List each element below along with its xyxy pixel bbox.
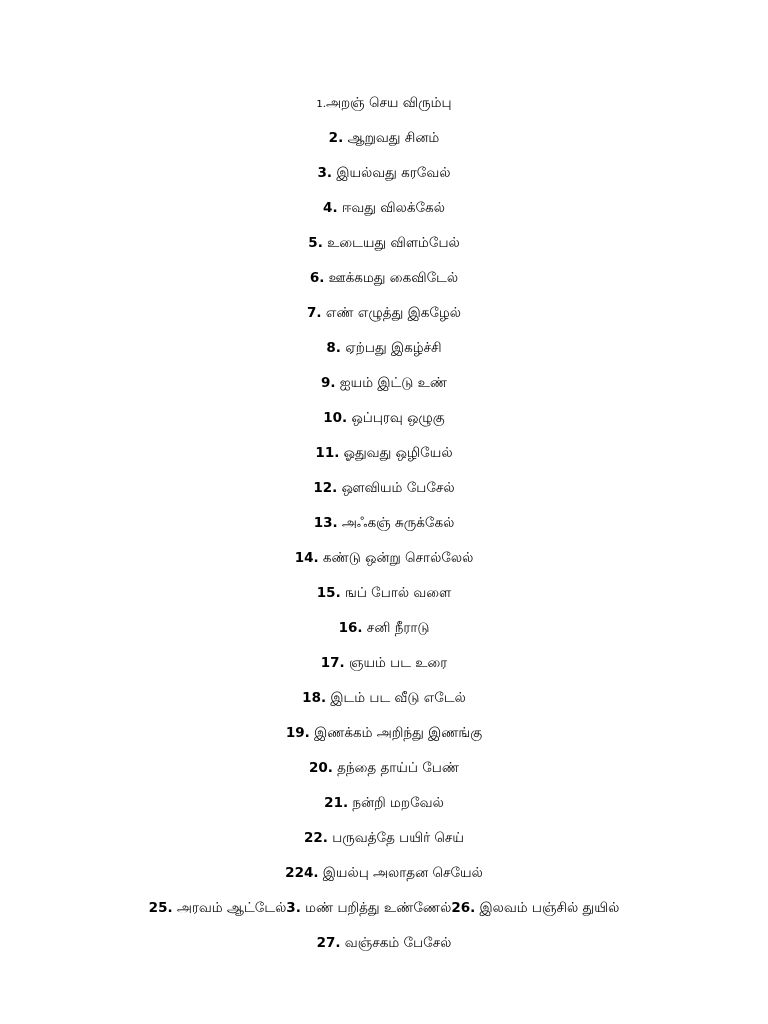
proverb-line — [0, 821, 768, 856]
proverb-line — [0, 681, 768, 716]
proverb-line — [0, 366, 768, 401]
proverb-line — [0, 786, 768, 821]
proverb-number: 17. — [320, 655, 345, 671]
proverb-number: 26. — [451, 900, 476, 916]
proverb-line — [0, 891, 768, 926]
proverb-number: 5. — [308, 235, 323, 251]
proverb-line — [0, 576, 768, 611]
proverb-text: ஔவியம் பேசேல் — [337, 480, 455, 496]
proverb-text: ஆறுவது சினம் — [343, 130, 440, 146]
proverb-text: அஃகஞ் சுருக்கேல் — [337, 515, 455, 531]
proverb-line — [0, 296, 768, 331]
proverb-text: தந்தை தாய்ப் பேண் — [332, 760, 460, 776]
proverb-number: 4. — [323, 200, 338, 216]
proverb-line — [0, 401, 768, 436]
proverb-number: 12. — [313, 480, 338, 496]
proverb-line — [0, 471, 768, 506]
proverb-number: 3. — [317, 165, 333, 181]
proverb-line — [0, 716, 768, 751]
proverb-number: 8. — [326, 340, 341, 356]
proverb-line — [0, 121, 768, 156]
proverb-text: ஙப் போல் வளை — [340, 585, 452, 601]
proverb-number: 1. — [316, 99, 326, 110]
proverb-text: சனி நீராடு — [362, 620, 430, 636]
proverb-text: நன்றி மறவேல் — [348, 795, 444, 811]
proverb-line — [0, 86, 768, 121]
proverb-line — [0, 926, 768, 961]
proverb-line — [0, 646, 768, 681]
proverb-text: அறஞ் செய விரும்பு — [325, 95, 452, 111]
proverb-text: ஊக்கமது கைவிடேல் — [324, 270, 459, 286]
proverb-text: இலவம் பஞ்சில் துயில் — [475, 900, 620, 916]
proverb-text: பருவத்தே பயிர் செய் — [327, 830, 464, 846]
proverb-number: 27. — [316, 935, 341, 951]
proverb-text: மண் பறித்து உண்ணேல் — [300, 900, 452, 916]
proverb-number: 9. — [320, 375, 336, 391]
proverb-number: 16. — [338, 620, 363, 636]
proverb-number: 11. — [315, 445, 340, 461]
proverb-line — [0, 156, 768, 191]
proverb-number: 6. — [309, 270, 325, 286]
proverb-line — [0, 541, 768, 576]
proverb-number: 15. — [316, 585, 341, 601]
proverb-line — [0, 856, 768, 891]
proverb-text: ஓதுவது ஒழியேல் — [339, 445, 453, 461]
proverb-text: எண் எழுத்து இகழேல் — [321, 305, 461, 321]
proverb-number: 13. — [313, 515, 338, 531]
proverb-text: இயல்பு அலாதன செயேல் — [318, 865, 483, 881]
proverb-line — [0, 436, 768, 471]
proverb-line — [0, 226, 768, 261]
proverb-text: ஐயம் இட்டு உண் — [335, 375, 448, 391]
proverb-number: 19. — [285, 725, 310, 741]
proverb-number: 22. — [304, 830, 328, 846]
proverb-line — [0, 611, 768, 646]
proverb-number: 7. — [307, 305, 322, 321]
proverb-text: உடையது விளம்பேல் — [322, 235, 460, 251]
proverb-line — [0, 191, 768, 226]
proverb-text: ஈவது விலக்கேல் — [337, 200, 445, 216]
proverb-number: 10. — [323, 410, 348, 426]
proverb-text: இயல்வது கரவேல் — [332, 165, 451, 181]
proverb-text: வஞ்சகம் பேசேல் — [340, 935, 452, 951]
proverb-line — [0, 261, 768, 296]
proverb-number: 20. — [308, 760, 333, 776]
proverb-text: அரவம் ஆட்டேல் — [172, 900, 287, 916]
proverb-text: இணக்கம் அறிந்து இணங்கு — [309, 725, 483, 741]
proverb-number: 3. — [286, 900, 301, 916]
proverb-number: 14. — [294, 550, 319, 566]
proverb-number: 18. — [302, 690, 327, 706]
proverb-line — [0, 751, 768, 786]
proverb-number: 2. — [328, 130, 344, 146]
proverb-number: 25. — [148, 900, 173, 916]
proverb-line — [0, 506, 768, 541]
proverb-number: 224. — [285, 865, 319, 881]
proverb-text: ஏற்பது இகழ்ச்சி — [340, 340, 442, 356]
proverb-line — [0, 331, 768, 366]
proverb-number: 21. — [324, 795, 349, 811]
proverb-text: ஞயம் பட உரை — [344, 655, 448, 671]
proverb-text: ஒப்புரவு ஒழுகு — [347, 410, 445, 426]
proverb-text: இடம் பட வீடு எடேல் — [326, 690, 466, 706]
proverb-text: கண்டு ஒன்று சொல்லேல் — [318, 550, 474, 566]
proverb-list — [0, 86, 768, 961]
